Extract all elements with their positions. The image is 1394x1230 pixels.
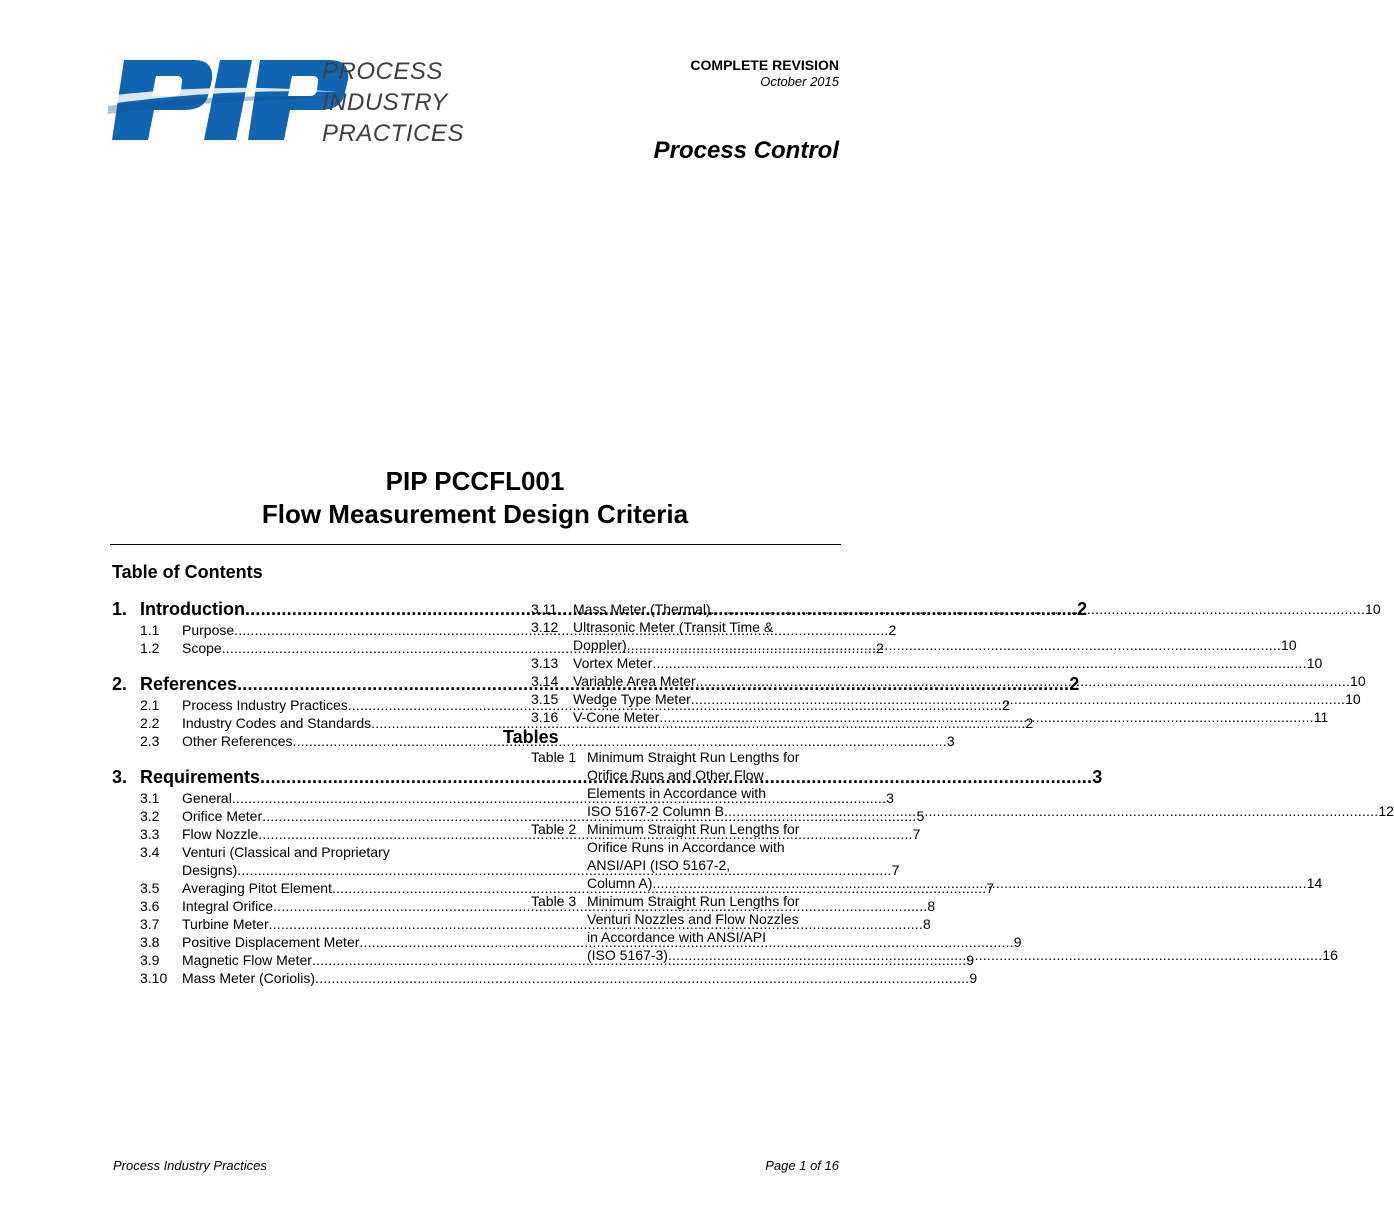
toc-entry-line: [587, 802, 1394, 820]
toc-entry-title: ANSI/API (ISO 5167-2,: [587, 857, 731, 873]
toc-entry-number: 3.8: [140, 934, 160, 950]
toc-section-page: 2: [1077, 599, 1088, 619]
toc-entry-title: Orifice Meter: [182, 808, 263, 824]
toc-leader-dots: [668, 946, 1322, 964]
toc-entry-title: Positive Displacement Meter: [182, 934, 360, 950]
toc-entry-line: [587, 784, 1394, 802]
toc-section-title: Requirements: [140, 767, 261, 787]
title-divider: [110, 544, 841, 545]
toc-entry-number: Table 2: [531, 821, 577, 837]
toc-entry-page: 9: [969, 970, 978, 986]
toc-entry-title: in Accordance with ANSI/API: [587, 929, 766, 945]
toc-entry-page: 10: [1345, 691, 1361, 707]
toc-leader-dots: [696, 672, 1350, 690]
toc-entry[interactable]: [503, 654, 1323, 672]
toc-entry[interactable]: [503, 708, 1329, 726]
toc-section-title: References: [140, 674, 238, 694]
toc-entry[interactable]: [503, 748, 1394, 820]
toc-entry-number: 1.1: [140, 622, 160, 638]
category-title: Process Control: [653, 137, 839, 164]
toc-leader-dots: [627, 636, 1281, 654]
toc-entry-title: Orifice Runs and Other Flow: [587, 767, 764, 783]
toc-entry-title: Flow Nozzle: [182, 826, 259, 842]
toc-entry-page: 9: [966, 952, 975, 968]
toc-entry-page: 12: [1378, 803, 1394, 819]
toc-entry-number: 3.4: [140, 844, 160, 860]
toc-entry-number: 3.15: [531, 691, 559, 707]
toc-section-page: 2: [1069, 674, 1080, 694]
toc-entry-number: 3.11: [531, 601, 558, 617]
toc-entry-line: [573, 654, 1322, 672]
toc-section-title: Introduction: [140, 599, 245, 619]
toc-entry[interactable]: [503, 600, 1381, 618]
toc-entry-title: Integral Orifice: [182, 898, 274, 914]
toc-section-page: 3: [1092, 767, 1103, 787]
toc-entry-text: [587, 820, 1322, 892]
toc-entry-page: 9: [1013, 934, 1022, 950]
toc-entry-title: Minimum Straight Run Lengths for: [587, 893, 800, 909]
toc-entry[interactable]: [503, 892, 1338, 964]
toc-entry-text: [573, 600, 1381, 618]
toc-entry-number: 3.1: [140, 790, 160, 806]
toc-entry-number: 3.14: [531, 673, 559, 689]
toc-entry-line: [587, 910, 1338, 928]
toc-entry-page: 11: [1313, 709, 1329, 725]
toc-entry-title: Process Industry Practices: [182, 697, 348, 713]
toc-entry-title: Magnetic Flow Meter: [182, 952, 312, 968]
toc-section-number: 3.: [112, 767, 128, 787]
toc-entry-line: [587, 856, 1322, 874]
footer-publisher: Process Industry Practices: [113, 1158, 267, 1173]
toc-entry-title: General: [182, 790, 232, 806]
toc-entry-page: 14: [1306, 875, 1323, 891]
toc-entry-number: 1.2: [140, 640, 160, 656]
toc-leader-dots: [711, 600, 1365, 618]
toc-entry-title: Venturi (Classical and Proprietary: [182, 844, 390, 860]
toc-entry-line: [573, 636, 1297, 654]
toc-entry-line: [573, 708, 1328, 726]
toc-entry-number: Table 1: [531, 749, 577, 765]
toc-entry-number: 3.10: [140, 970, 168, 986]
toc-entry-page: 8: [927, 898, 936, 914]
toc-entry-page: 10: [1281, 637, 1297, 653]
logo-wordmark: [322, 56, 464, 149]
toc-entry-line: [587, 892, 1338, 910]
revision-date: October 2015: [760, 74, 839, 89]
document-id: PIP PCCFL001: [385, 466, 565, 496]
toc-entry-page: 2: [876, 640, 884, 656]
toc-entry-page: 2: [1002, 697, 1010, 713]
toc-entry-text: [587, 748, 1394, 820]
toc-entry-line: [587, 874, 1322, 892]
toc-entry-text: [573, 618, 1297, 654]
toc-right-column: [503, 600, 1394, 964]
toc-entry-page: 7: [986, 880, 995, 896]
toc-entry-title: Ultrasonic Meter (Transit Time &: [573, 619, 774, 635]
toc-entry-line: [573, 672, 1366, 690]
toc-leader-dots: [659, 708, 1313, 726]
toc-heading: Table of Contents: [112, 562, 263, 582]
toc-entry-line: [587, 928, 1338, 946]
tables-heading: Tables: [503, 727, 559, 747]
toc-leader-dots: [724, 802, 1378, 820]
toc-entry-title: Mass Meter (Coriolis): [182, 970, 316, 986]
toc-entry-title: Variable Area Meter: [573, 673, 696, 689]
toc-entry-title: Minimum Straight Run Lengths for: [587, 821, 800, 837]
toc-entry-number: 2.3: [140, 733, 160, 749]
toc-entry-title: Designs): [182, 862, 238, 878]
toc-entry-line: [587, 946, 1338, 964]
toc-entry-title: Averaging Pitot Element: [182, 880, 332, 896]
toc-entry-number: 2.1: [140, 697, 160, 713]
toc-entry-line: [573, 600, 1381, 618]
logo-line-process: PROCESS: [322, 58, 443, 85]
toc-entry-title: Column A): [587, 875, 653, 891]
toc-entry-title: V-Cone Meter: [573, 709, 660, 725]
toc-entry-number: 3.7: [140, 916, 160, 932]
toc-entry-text: [573, 708, 1328, 726]
toc-entry-number: 3.3: [140, 826, 160, 842]
toc-entry-page: 7: [912, 826, 921, 842]
pip-logo-mark-icon: [108, 60, 348, 140]
footer-page-number: Page 1 of 16: [765, 1158, 839, 1173]
toc-entry-number: 3.12: [531, 619, 559, 635]
toc-entry[interactable]: [503, 820, 1323, 892]
toc-entry-page: 3: [946, 733, 955, 749]
toc-entry-title: Wedge Type Meter: [573, 691, 691, 707]
toc-entry-page: 7: [891, 862, 900, 878]
toc-entry-number: 3.2: [140, 808, 160, 824]
toc-entry-text: [587, 892, 1338, 964]
toc-leader-dots: [652, 874, 1306, 892]
toc-entry-line: [587, 820, 1322, 838]
toc-entry-page: 16: [1322, 947, 1338, 963]
toc-entry-title: Venturi Nozzles and Flow Nozzles: [587, 911, 799, 927]
toc-entry-number: 2.2: [140, 715, 160, 731]
toc-entry-number: 3.6: [140, 898, 160, 914]
toc-entry-page: 10: [1350, 673, 1366, 689]
toc-entry-title: Doppler): [573, 637, 627, 653]
toc-entry-title: Scope: [182, 640, 222, 656]
toc-entry-number: Table 3: [531, 893, 577, 909]
toc-entry-number: 3.5: [140, 880, 160, 896]
toc-leader-dots: [315, 969, 969, 987]
toc-entry-line: [587, 766, 1394, 784]
toc-entry-title: ISO 5167-2 Column B: [587, 803, 724, 819]
toc-entry-page: 10: [1306, 655, 1323, 671]
toc-entry-page: 2: [1025, 715, 1034, 731]
toc-entry-title: Minimum Straight Run Lengths for: [587, 749, 800, 765]
toc-entry[interactable]: [503, 690, 1361, 708]
toc-entry-title: Turbine Meter: [182, 916, 269, 932]
toc-entry-number: 3.16: [531, 709, 559, 725]
toc-entry-title: Vortex Meter: [573, 655, 653, 671]
logo-line-practices: PRACTICES: [322, 120, 464, 147]
toc-entry-line: [587, 838, 1322, 856]
document-title: Flow Measurement Design Criteria: [261, 499, 689, 529]
toc-entry[interactable]: [503, 672, 1366, 690]
toc-entry-text: [573, 672, 1366, 690]
revision-label: COMPLETE REVISION: [690, 57, 839, 73]
toc-entry[interactable]: [112, 969, 978, 987]
toc-entry-title: Mass Meter (Thermal): [573, 601, 711, 617]
toc-entry-page: 8: [922, 916, 931, 932]
toc-entry-line: [587, 748, 1394, 766]
toc-entry-title: Other References: [182, 733, 293, 749]
toc-entry-line: [573, 690, 1361, 708]
toc-entry-page: 5: [916, 808, 925, 824]
toc-entry-text: [573, 690, 1361, 708]
toc-leader-dots: [691, 690, 1345, 708]
toc-entry-page: 2: [888, 622, 897, 638]
toc-entry-page: 10: [1365, 601, 1381, 617]
toc-entry-line: [182, 969, 977, 987]
toc-entry-line: [573, 618, 1297, 636]
logo-line-industry: INDUSTRY: [322, 89, 448, 116]
toc-entry-title: Purpose: [182, 622, 235, 638]
toc-entry-number: 3.9: [140, 952, 160, 968]
toc-leader-dots: [652, 654, 1306, 672]
toc-entry-title: Orifice Runs in Accordance with: [587, 839, 785, 855]
toc-entry-number: 3.13: [531, 655, 559, 671]
toc-entry-text: [182, 969, 977, 987]
toc-entry-title: Industry Codes and Standards: [182, 715, 372, 731]
toc-entry-page: 3: [886, 790, 894, 806]
toc-section-number: 2.: [112, 674, 128, 694]
toc-entry[interactable]: [503, 618, 1297, 654]
toc-entry-text: [573, 654, 1322, 672]
toc-entry-title: Elements in Accordance with: [587, 785, 766, 801]
toc-section-number: 1.: [112, 599, 128, 619]
toc-entry-title: (ISO 5167-3): [587, 947, 668, 963]
